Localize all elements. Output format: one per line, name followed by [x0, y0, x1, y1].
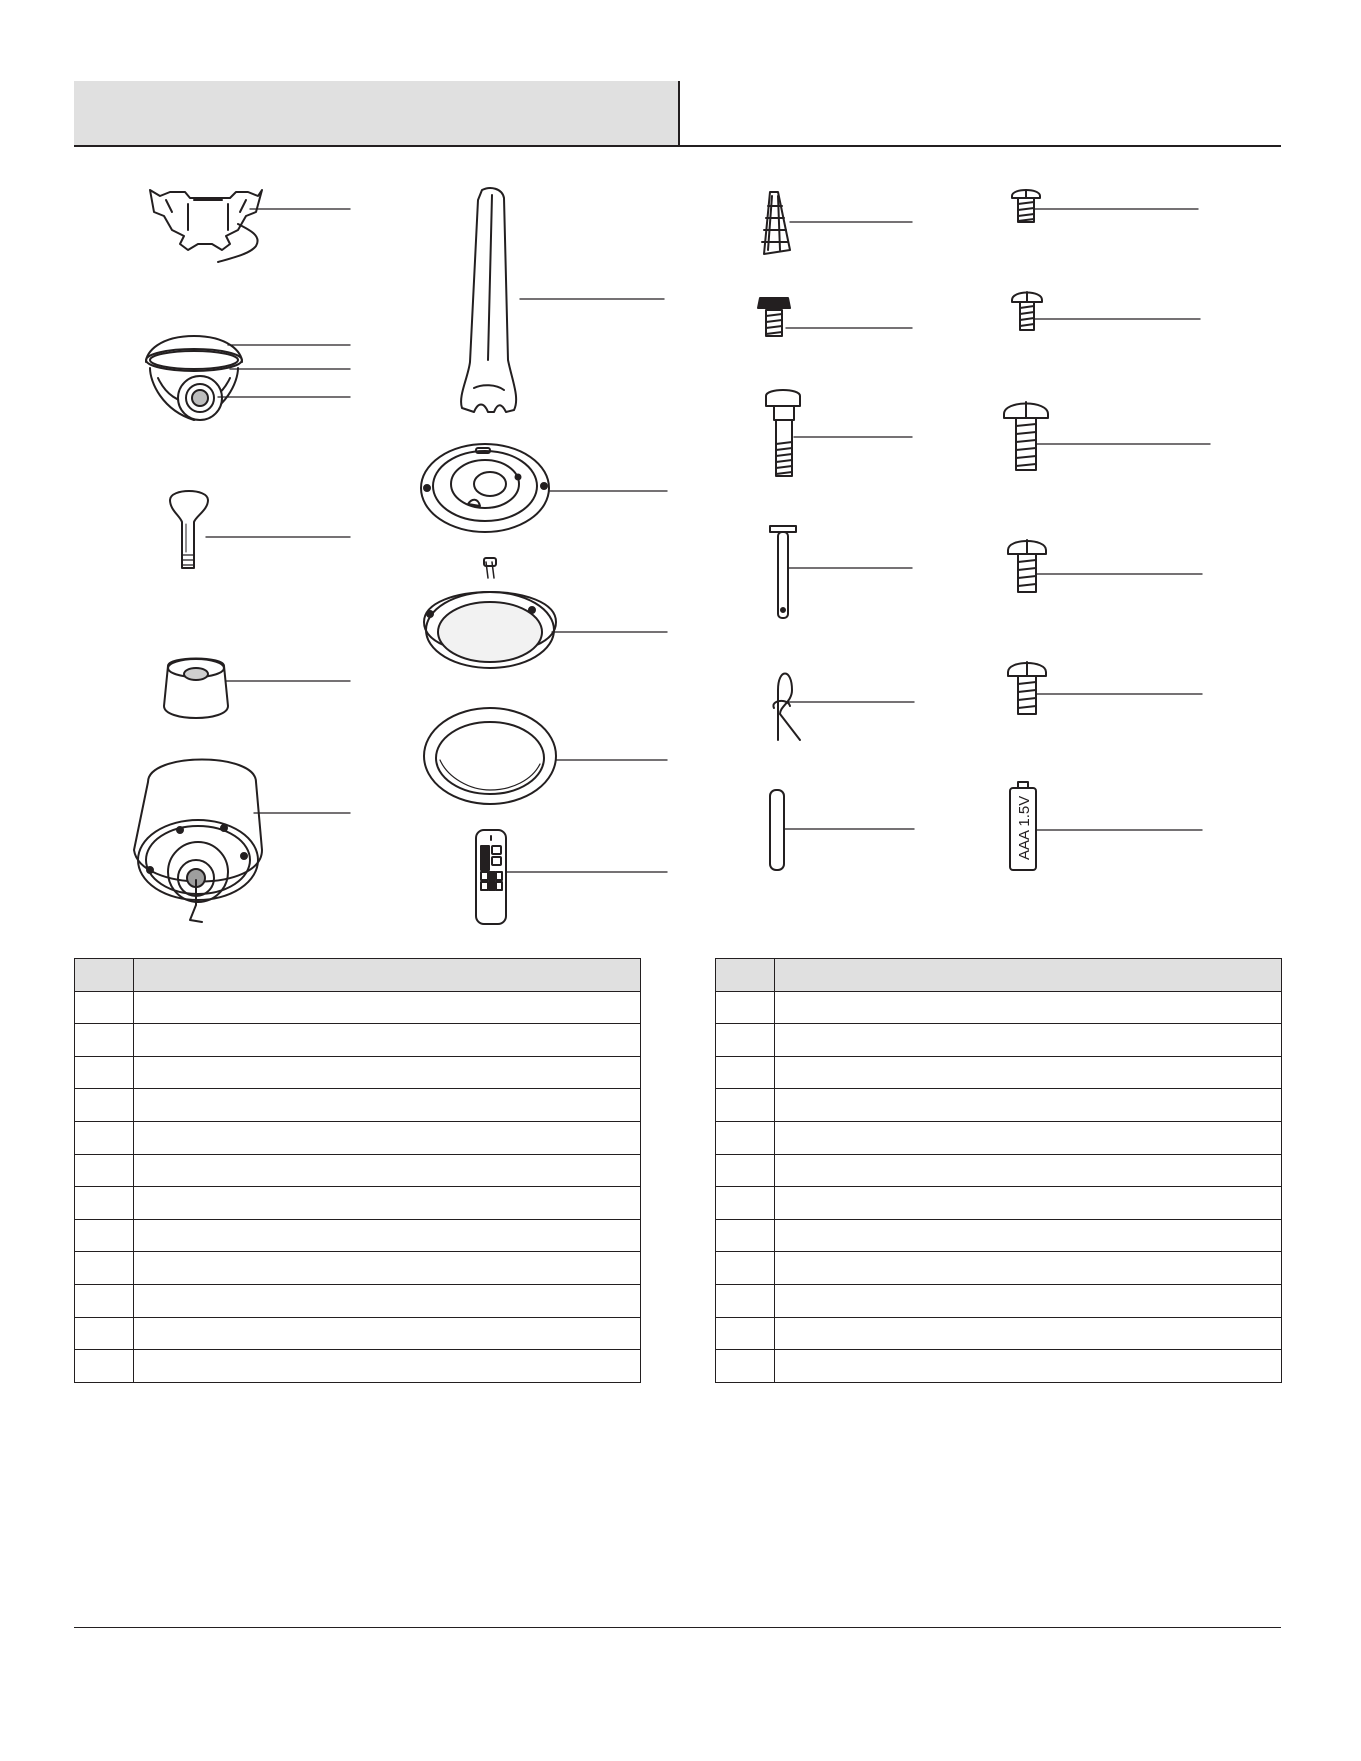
table-cell — [775, 1056, 1282, 1089]
table-cell — [134, 1154, 641, 1187]
light-kit-icon — [424, 558, 556, 668]
table-row — [716, 1350, 1282, 1383]
table-cell — [75, 1089, 134, 1122]
table-cell — [775, 1154, 1282, 1187]
machine-screw-icon — [1008, 540, 1046, 592]
downrod-icon — [170, 491, 208, 568]
column-header-description — [134, 959, 641, 992]
table-cell — [716, 1024, 775, 1057]
table-row — [75, 991, 641, 1024]
coupling-cover-icon — [164, 659, 228, 719]
table-cell — [716, 1154, 775, 1187]
table-cell — [134, 991, 641, 1024]
table-row — [716, 1252, 1282, 1285]
table-cell — [75, 1317, 134, 1350]
table-cell — [75, 1187, 134, 1220]
table-cell — [716, 1187, 775, 1220]
table-cell — [775, 1350, 1282, 1383]
table-row — [716, 1121, 1282, 1154]
table-cell — [134, 1284, 641, 1317]
table-row — [716, 1187, 1282, 1220]
table-cell — [134, 1219, 641, 1252]
table-cell — [134, 1252, 641, 1285]
wire-connector-icon — [762, 192, 790, 254]
table-row — [716, 1284, 1282, 1317]
glass-shade-ring-icon — [424, 708, 556, 804]
table-cell — [775, 991, 1282, 1024]
canopy-cover-icon — [146, 336, 242, 420]
table-cell — [75, 1284, 134, 1317]
table-row — [716, 1219, 1282, 1252]
table-cell — [134, 1121, 641, 1154]
table-cell — [716, 1089, 775, 1122]
battery-label: AAA 1.5V — [1016, 795, 1033, 860]
table-cell — [75, 1056, 134, 1089]
table-row — [716, 1024, 1282, 1057]
table-cell — [134, 1089, 641, 1122]
table-row — [75, 1089, 641, 1122]
remote-control-icon — [476, 830, 506, 924]
table-row — [75, 1219, 641, 1252]
table-header-row — [75, 959, 641, 992]
table-cell — [134, 1187, 641, 1220]
table-cell — [75, 1154, 134, 1187]
table-row — [75, 1252, 641, 1285]
table-row — [75, 1350, 641, 1383]
parts-table-left — [74, 958, 641, 1383]
hanger-bracket-icon — [150, 190, 262, 262]
table-row — [75, 1024, 641, 1057]
footer-rule — [74, 1627, 1281, 1628]
table-cell — [134, 1350, 641, 1383]
table-row — [75, 1121, 641, 1154]
table-row — [75, 1284, 641, 1317]
table-header-row — [716, 959, 1282, 992]
hairpin-clip-icon — [773, 674, 800, 741]
table-cell — [716, 1219, 775, 1252]
table-cell — [775, 1121, 1282, 1154]
table-cell — [716, 1252, 775, 1285]
table-cell — [75, 1121, 134, 1154]
table-cell — [716, 1056, 775, 1089]
thumb-screw-icon — [758, 298, 790, 336]
table-cell — [775, 1317, 1282, 1350]
table-row — [716, 991, 1282, 1024]
table-cell — [75, 991, 134, 1024]
table-cell — [716, 1121, 775, 1154]
motor-assembly-icon — [134, 760, 262, 923]
table-cell — [75, 1219, 134, 1252]
table-cell — [775, 1219, 1282, 1252]
table-cell — [75, 1024, 134, 1057]
table-cell — [775, 1252, 1282, 1285]
table-row — [75, 1187, 641, 1220]
table-cell — [716, 1350, 775, 1383]
mounting-screw-icon — [1004, 402, 1048, 470]
light-kit-plate-icon — [421, 444, 549, 532]
table-cell — [134, 1056, 641, 1089]
table-cell — [716, 991, 775, 1024]
table-cell — [134, 1024, 641, 1057]
clevis-pin-icon — [770, 526, 796, 618]
table-row — [75, 1317, 641, 1350]
table-row — [716, 1056, 1282, 1089]
table-cell — [75, 1350, 134, 1383]
column-header-description — [775, 959, 1282, 992]
table-cell — [775, 1089, 1282, 1122]
table-row — [716, 1089, 1282, 1122]
table-cell — [775, 1187, 1282, 1220]
table-row — [716, 1317, 1282, 1350]
steel-pin-icon — [770, 790, 784, 870]
table-row — [75, 1154, 641, 1187]
table-cell — [775, 1284, 1282, 1317]
machine-screw-icon — [1008, 662, 1046, 714]
parts-table-right — [715, 958, 1282, 1383]
column-header-part — [716, 959, 775, 992]
shoulder-bolt-icon — [766, 390, 800, 476]
table-cell — [134, 1317, 641, 1350]
screw-icon — [1012, 292, 1042, 330]
column-header-part — [75, 959, 134, 992]
table-cell — [716, 1284, 775, 1317]
table-cell — [775, 1024, 1282, 1057]
table-cell — [716, 1317, 775, 1350]
fan-blade-icon — [461, 188, 516, 412]
table-row — [716, 1154, 1282, 1187]
table-row — [75, 1056, 641, 1089]
small-screw-icon — [1012, 190, 1040, 222]
table-cell — [75, 1252, 134, 1285]
